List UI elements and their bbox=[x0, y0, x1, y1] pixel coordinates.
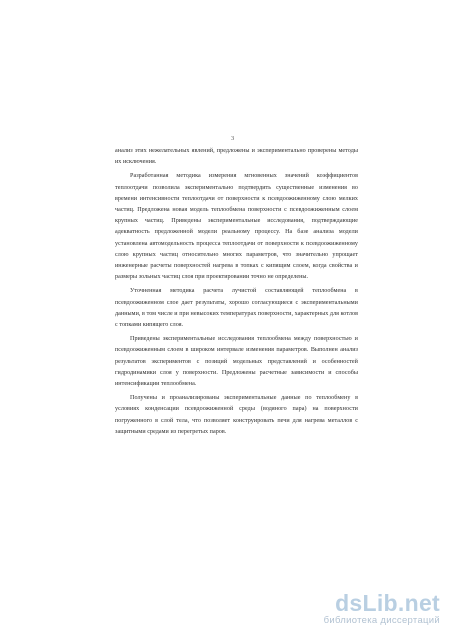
watermark-subtitle: библиотека диссертаций bbox=[323, 615, 440, 626]
paragraph-continuation: анализ этих нежелательных явлений, предложены и экспериментально проверены методы их исключения. bbox=[115, 148, 358, 166]
watermark-logo: dsLib.net bbox=[335, 590, 440, 616]
paragraph-experimental-research: Приведены экспериментальные исследования теплообмена между поверхностью и псевдоожиженным слоем в широком интервале изменения параметров. Выполнен анализ результатов экспериментов с позиций модельных представлений и особенностей гидродинамики слоя у поверхности. Предложены расчетные зависимости и способы интенсификации теплообмена. bbox=[115, 336, 358, 388]
paragraph-radiation-method: Уточненная методика расчета лучистой составляющей теплообмена в псевдоожиженном слое дает результаты, хорошо согласующиеся с экспериментальными данными, в том числе и при невысоких температурах поверхности, характерных для котлов с топками кипящего слоя. bbox=[115, 288, 358, 329]
paragraph-condensation-data: Получены и проанализированы экспериментальные данные по теплообмену в условиях конденсации псевдоожиженной среды (водяного пара) на поверхности погруженного в слой тела, что позволяет конструировать печи для нагрева металлов с защитными средами из перегретых паров. bbox=[115, 395, 358, 435]
document-body bbox=[115, 146, 358, 438]
paragraph-heat-transfer-method: Разработанная методика измерения мгновенных значений коэффициентов теплоотдачи позволила экспериментально подтвердить существенные изменения во времени интенсивности теплоотдачи от поверхности к псевдоожиженному слою мелких частиц. Предложена новая модель теплообмена поверхности с псевдоожиженным слоем крупных частиц. Приведены экспериментальные исследования, подтверждающие адекватность предложенной модели реальному процессу. На базе анализа модели установлена автомодельность процесса теплоотдачи от поверхности к псевдоожиженному слою крупных частиц относительно многих параметров, что значительно упрощает инженерные расчеты поверхностей нагрева в топках с кипящим слоем, когда свойства и размеры зольных частиц слоя при проектировании точно не определены. bbox=[115, 173, 358, 281]
watermark bbox=[320, 592, 440, 626]
page-number: 3 bbox=[231, 135, 235, 142]
